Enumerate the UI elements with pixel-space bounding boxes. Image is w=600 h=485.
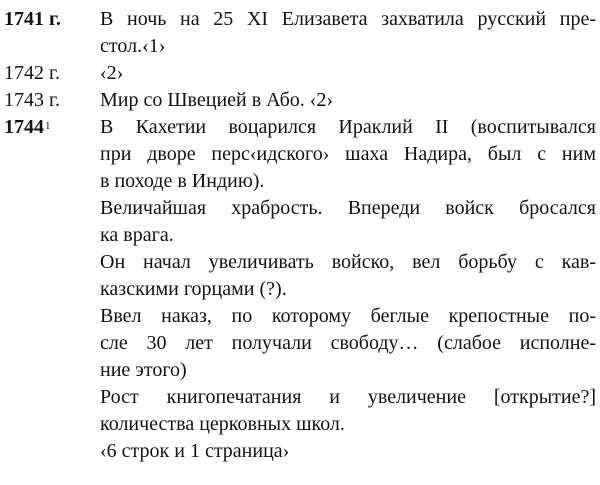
entry-year: 1744$^1$ <box>4 116 51 138</box>
text-line: В ночь на 25 XI Елизавета захватила русский пре- <box>100 8 596 30</box>
entry-year: 1741 г. <box>4 8 61 30</box>
entry-text <box>100 114 596 465</box>
text-line: при дворе перс‹идского› шаха Надира, был с ним <box>100 143 596 165</box>
text-line: Ввел наказ, по которому беглые крепостные по- <box>100 305 596 327</box>
text-line: В Кахетии воцарился Ираклий II (воспитывался <box>100 116 596 138</box>
entry-text <box>100 87 596 114</box>
text-line: Он начал увеличивать войско, вел борьбу с кав- <box>100 251 596 273</box>
text-line: ка врага. <box>100 224 174 246</box>
text-line: казскими горцами (?). <box>100 278 287 300</box>
text-line: ние этого) <box>100 359 187 381</box>
entry-text <box>100 6 596 60</box>
text-line: Рост книгопечатания и увеличение [открытие?] <box>100 386 596 408</box>
text-line: Величайшая храбрость. Впереди войск бросался <box>100 197 596 219</box>
footnote-marker: 1 <box>45 120 51 132</box>
text-line: ‹6 строк и 1 страница› <box>100 440 290 462</box>
text-line: ‹2› <box>100 62 124 84</box>
entry-text <box>100 60 596 87</box>
entry-year: 1742 г. <box>4 62 60 84</box>
text-line: количества церковных школ. <box>100 413 345 435</box>
text-line: сле 30 лет получали свободу… (слабое исполне- <box>100 332 596 354</box>
text-line: в походе в Индию). <box>100 170 265 192</box>
text-line: стол.‹1› <box>100 35 166 57</box>
text-line: Мир со Швецией в Або. ‹2› <box>100 89 334 111</box>
entry-year: 1743 г. <box>4 89 60 111</box>
